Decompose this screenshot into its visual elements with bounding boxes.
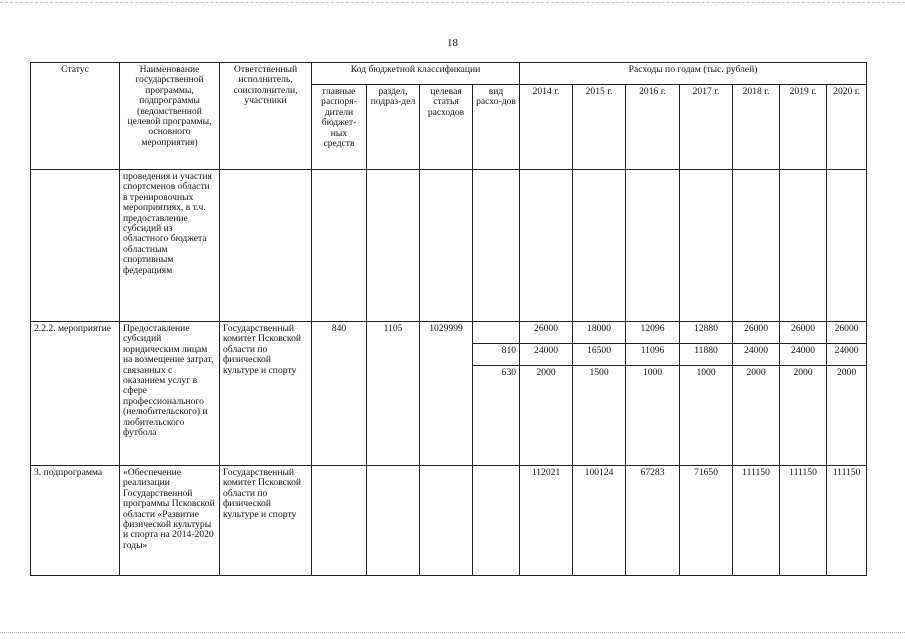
measure-810-2018: 24000: [733, 344, 780, 366]
measure-630-2018: 2000: [733, 366, 780, 466]
scan-edge-top: [0, 2, 905, 3]
measure-responsible: Государственный комитет Псковской области по физической культуре и спорту: [220, 322, 312, 466]
measure-total-2019: 26000: [780, 322, 827, 344]
measure-630-2017: 1000: [680, 366, 733, 466]
measure-630-2019: 2000: [780, 366, 827, 466]
measure-810-2016: 11096: [626, 344, 680, 366]
measure-target-article: 1029999: [420, 322, 473, 466]
header-expense-type: вид расхо-дов: [473, 85, 520, 170]
header-year-2016: 2016 г.: [626, 85, 680, 170]
header-row-1: [31, 63, 867, 85]
subprogram-status: 3. подпрограмма: [31, 466, 120, 576]
measure-810-2020: 24000: [827, 344, 867, 366]
subprogram-2014: 112021: [520, 466, 573, 576]
measure-810-2019: 24000: [780, 344, 827, 366]
header-expenses: Расходы по годам (тыс. рублей): [520, 63, 867, 85]
measure-expense-type-630: 630: [473, 366, 520, 466]
measure-total-2020: 26000: [827, 322, 867, 344]
header-target-article: целевая статья расходов: [420, 85, 473, 170]
header-responsible: Ответственный исполнитель, соисполнители, участники: [220, 63, 312, 170]
header-name: Наименование государственной программы, подпрограммы (ведомственной целевой программы, основного мероприятия): [120, 63, 220, 170]
header-section: раздел, подраз-дел: [367, 85, 420, 170]
subprogram-2017: 71650: [680, 466, 733, 576]
measure-810-2017: 11880: [680, 344, 733, 366]
table-row-measure-total: [31, 322, 867, 344]
measure-total-2014: 26000: [520, 322, 573, 344]
measure-total-2015: 18000: [573, 322, 626, 344]
measure-630-2020: 2000: [827, 366, 867, 466]
budget-table: [30, 62, 867, 576]
header-year-2018: 2018 г.: [733, 85, 780, 170]
subprogram-2019: 111150: [780, 466, 827, 576]
measure-main-admin: 840: [312, 322, 367, 466]
continuation-name: проведения и участия спортсменов области в тренировочных мероприятиях, в т.ч. предоставление субсидий из областного бюджета областным спортивным федерациям: [120, 170, 220, 322]
table-row-subprogram: [31, 466, 867, 576]
measure-810-2014: 24000: [520, 344, 573, 366]
header-year-2014: 2014 г.: [520, 85, 573, 170]
scan-edge-bottom: [0, 632, 905, 633]
measure-630-2015: 1500: [573, 366, 626, 466]
subprogram-responsible: Государственный комитет Псковской области по физической культуре и спорту: [220, 466, 312, 576]
header-year-2020: 2020 г.: [827, 85, 867, 170]
header-main-admin: главные распоря-дители бюджет-ных средств: [312, 85, 367, 170]
measure-section: 1105: [367, 322, 420, 466]
subprogram-name: «Обеспечение реализации Государственной программы Псковской области «Развитие физической культуры и спорта на 2014-2020 годы»: [120, 466, 220, 576]
header-budget-code: Код бюджетной классификации: [312, 63, 520, 85]
measure-expense-type: [473, 322, 520, 344]
table-row-continuation: [31, 170, 867, 322]
measure-name: Предоставление субсидий юридическим лицам на возмещение затрат, связанных с оказанием услуг в сфере профессионального (нелюбительского) и любительского футбола: [120, 322, 220, 466]
subprogram-2015: 100124: [573, 466, 626, 576]
measure-630-2014: 2000: [520, 366, 573, 466]
header-year-2019: 2019 г.: [780, 85, 827, 170]
header-status: Статус: [31, 63, 120, 170]
measure-total-2018: 26000: [733, 322, 780, 344]
header-year-2015: 2015 г.: [573, 85, 626, 170]
page-number: 18: [447, 37, 458, 49]
measure-630-2016: 1000: [626, 366, 680, 466]
subprogram-2018: 111150: [733, 466, 780, 576]
header-year-2017: 2017 г.: [680, 85, 733, 170]
subprogram-2016: 67283: [626, 466, 680, 576]
measure-total-2016: 12096: [626, 322, 680, 344]
measure-total-2017: 12880: [680, 322, 733, 344]
subprogram-2020: 111150: [827, 466, 867, 576]
measure-810-2015: 16500: [573, 344, 626, 366]
measure-expense-type-810: 810: [473, 344, 520, 366]
measure-status: 2.2.2. мероприятие: [31, 322, 120, 466]
